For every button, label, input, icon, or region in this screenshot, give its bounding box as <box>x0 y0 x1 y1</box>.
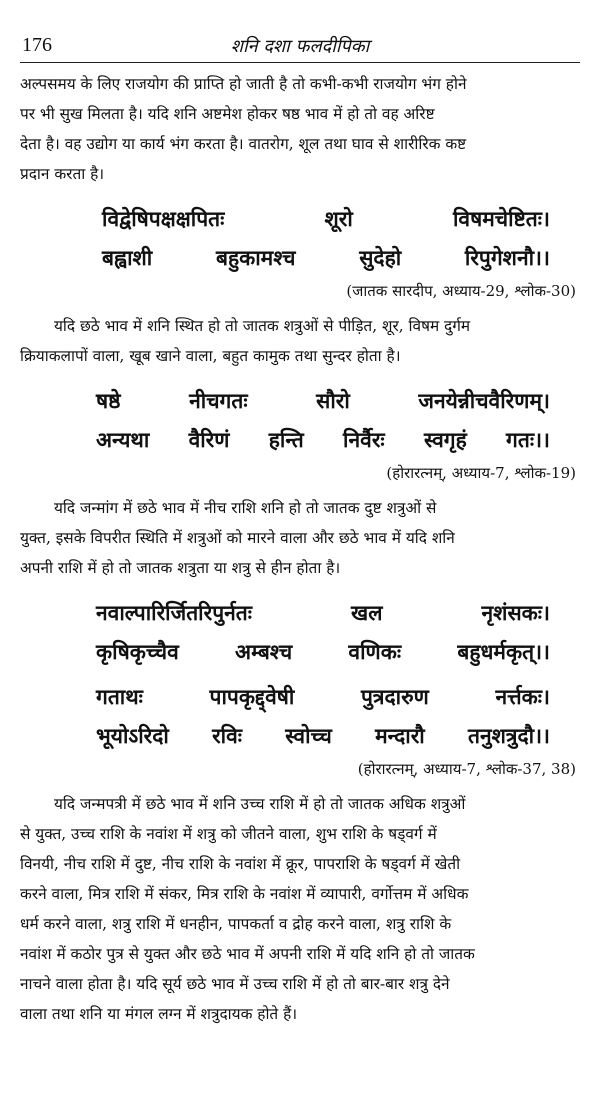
verse-citation: (होरारत्नम्, अध्याय-7, श्लोक-37, 38) <box>357 760 576 778</box>
explanation-line: नाचने वाला होता है। यदि सूर्य छठे भाव में उच्च राशि में हो तो बार-बार शत्रु देने <box>20 975 450 993</box>
explanation-line: यदि जन्मपत्री में छठे भाव में शनि उच्च राशि में हो तो जातक अधिक शत्रुओं <box>54 795 466 813</box>
explanation-paragraph-1 <box>20 311 580 371</box>
verse-line <box>20 238 580 277</box>
verse-word: रविः <box>212 723 243 748</box>
verse-2 <box>20 381 580 487</box>
verse-word: अम्बश्च <box>235 639 293 664</box>
intro-line: पर भी सुख मिलता है। यदि शनि अष्टमेश होकर षष्ठ भाव में हो तो वह अरिष्ट <box>20 105 435 123</box>
explanation-line: नवांश में कठोर पुत्र से युक्त और छठे भाव में अपनी राशि में यदि शनि हो तो जातक <box>20 945 475 963</box>
explanation-line: युक्त, इसके विपरीत स्थिति में शत्रुओं को मारने वाला और छठे भाव में यदि शनि <box>20 529 455 547</box>
explanation-paragraph-2 <box>20 493 580 583</box>
verse-word: बह्वाशी <box>102 245 153 270</box>
verse-word: नृशंसकः। <box>481 600 550 625</box>
intro-line: अल्पसमय के लिए राजयोग की प्राप्ति हो जाती है तो कभी-कभी राजयोग भंग होने <box>20 75 467 93</box>
verse-line <box>20 677 580 716</box>
verse-word: जनयेन्नीचवैरिणम्। <box>418 388 550 413</box>
explanation-line: क्रियाकलापों वाला, खूब खाने वाला, बहुत कामुक तथा सुन्दर होता है। <box>20 347 401 365</box>
intro-line: प्रदान करता है। <box>20 165 105 183</box>
verse-word: विषमचेष्टितः। <box>452 206 550 231</box>
verse-word: अन्यथा <box>96 427 150 452</box>
verse-word: पापकृद्द्वेषी <box>209 684 295 709</box>
explanation-paragraph-3 <box>20 789 580 1029</box>
verse-word: स्वगृहं <box>423 427 467 452</box>
verse-word: कृषिकृच्चैव <box>96 639 179 664</box>
verse-line <box>20 716 580 755</box>
explanation-line: यदि जन्मांग में छठे भाव में नीच राशि शनि हो तो जातक दुष्ट शत्रुओं से <box>54 499 437 517</box>
explanation-line: यदि छठे भाव में शनि स्थित हो तो जातक शत्रुओं से पीड़ित, शूर, विषम दुर्गम <box>54 317 471 335</box>
verse-word: नर्त्तकः। <box>495 684 550 709</box>
explanation-line: धर्म करने वाला, शत्रु राशि में धनहीन, पापकर्ता व द्रोह करने वाला, शत्रु राशि के <box>20 915 452 933</box>
verse-word: सौरो <box>316 388 350 413</box>
page-number: 176 <box>22 34 52 56</box>
explanation-line: से युक्त, उच्च राशि के नवांश में शत्रु को जीतने वाला, शुभ राशि के षड्वर्ग में <box>20 825 437 843</box>
intro-line: देता है। वह उद्योग या कार्य भंग करता है। वातरोग, शूल तथा घाव से शारीरिक कष्ट <box>20 135 467 153</box>
verse-word: बहुकामश्च <box>215 245 296 270</box>
verse-line <box>20 420 580 459</box>
verse-citation: (होरारत्नम्, अध्याय-7, श्लोक-19) <box>386 464 576 482</box>
verse-word: षष्ठे <box>96 388 121 413</box>
verse-word: वणिकः <box>348 639 402 664</box>
verse-word: पुत्रदारुण <box>361 684 429 709</box>
verse-word: विद्वेषिपक्षक्षपितः <box>102 206 225 231</box>
verse-word: भूयोऽरिदो <box>96 723 169 748</box>
verse-word: सुदेहो <box>359 245 402 270</box>
page-header <box>20 0 580 63</box>
verse-line <box>20 593 580 632</box>
verse-word: शूरो <box>324 206 353 231</box>
intro-paragraph <box>20 69 580 189</box>
verse-line <box>20 199 580 238</box>
verse-word: नवाल्पारिर्जितरिपुर्नतः <box>96 600 252 625</box>
explanation-line: वाला तथा शनि या मंगल लग्न में शत्रुदायक होते हैं। <box>20 1005 298 1023</box>
explanation-line: विनयी, नीच राशि में दुष्ट, नीच राशि के नवांश में क्रूर, पापराशि के षड्वर्ग में खेती <box>20 855 461 873</box>
verse-citation: (जातक सारदीप, अध्याय-29, श्लोक-30) <box>346 282 576 300</box>
verse-3 <box>20 593 580 783</box>
verse-word: गताथः <box>96 684 143 709</box>
verse-word: वैरिणं <box>188 427 230 452</box>
verse-word: गतः।। <box>506 427 550 452</box>
verse-line <box>20 381 580 420</box>
verse-word: तनुशत्रुदौ।। <box>467 723 550 748</box>
running-title: शनि दशा फलदीपिका <box>230 36 370 57</box>
verse-line <box>20 632 580 671</box>
verse-word: बहुधर्मकृत्।। <box>457 639 550 664</box>
explanation-line: अपनी राशि में हो तो जातक शत्रुता या शत्रु से हीन होता है। <box>20 559 341 577</box>
verse-word: मन्दारौ <box>375 723 425 748</box>
verse-word: रिपुगेशनौ।। <box>464 245 550 270</box>
verse-word: निर्वैरः <box>343 427 385 452</box>
verse-word: स्वोच्च <box>285 723 332 748</box>
verse-word: नीचगतः <box>189 388 248 413</box>
verse-1 <box>20 199 580 305</box>
verse-word: खल <box>351 600 383 625</box>
verse-word: हन्ति <box>268 427 304 452</box>
explanation-line: करने वाला, मित्र राशि में संकर, मित्र राशि के नवांश में व्यापारी, वर्गोत्तम में अधिक <box>20 885 469 903</box>
